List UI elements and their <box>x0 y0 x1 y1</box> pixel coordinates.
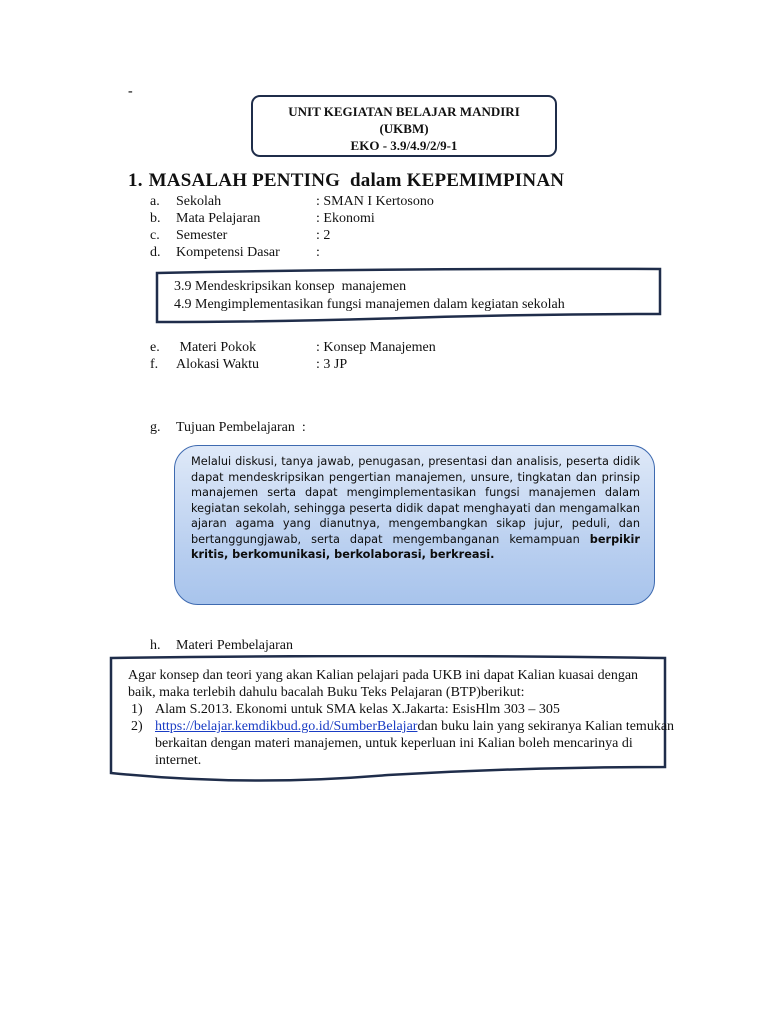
material-box <box>108 655 675 790</box>
info-label: Kompetensi Dasar <box>176 245 280 260</box>
info-letter: f. <box>150 357 159 372</box>
sumber-belajar-link[interactable]: https://belajar.kemdikbud.go.id/SumberBelajar <box>155 719 418 734</box>
info-row-competency <box>150 244 550 261</box>
info-row-subject <box>150 210 550 227</box>
info-value: : Ekonomi <box>316 211 375 226</box>
info-label: Materi Pokok <box>176 340 257 355</box>
info-label: Alokasi Waktu <box>176 357 259 372</box>
info-value: : <box>316 245 320 260</box>
section-title: MASALAH PENTING dalam KEPEMIMPINAN <box>148 170 565 191</box>
section-heading <box>128 170 564 192</box>
info-value: : SMAN I Kertosono <box>316 194 434 209</box>
header-line-3: EKO - 3.9/4.9/2/9-1 <box>350 138 458 153</box>
material-label: Materi Pembelajaran <box>176 638 294 653</box>
header-line-2: (UKBM) <box>379 121 429 136</box>
competency-line-2: 4.9 Mengimplementasikan fungsi manajemen dalam kegiatan sekolah <box>174 297 565 312</box>
info-value: : Konsep Manajemen <box>316 340 436 355</box>
info-row-semester <box>150 227 550 244</box>
header-line-1: UNIT KEGIATAN BELAJAR MANDIRI <box>288 104 520 119</box>
material-item-number: 2) <box>131 719 143 734</box>
material-letter: h. <box>150 638 161 653</box>
info-value: : 2 <box>316 228 331 243</box>
material-item-1 <box>128 701 688 718</box>
material-intro: Agar konsep dan teori yang akan Kalian pelajari pada UKB ini dapat Kalian kuasai dengan baik, maka terlebih dahulu bacalah Buku Teks Pelajaran (BTP)berikut: <box>128 668 639 700</box>
ukbm-header-box <box>251 95 557 157</box>
material-item-text: Alam S.2013. Ekonomi untuk SMA kelas X.Jakarta: EsisHlm 303 – 305 <box>155 702 560 717</box>
info-row-topic <box>150 339 550 356</box>
competency-text <box>174 278 565 314</box>
info-label: Sekolah <box>176 194 222 209</box>
goal-letter: g. <box>150 420 161 435</box>
info-value: : 3 JP <box>316 357 348 372</box>
info-letter: b. <box>150 211 161 226</box>
info-letter: a. <box>150 194 160 209</box>
info-label: Semester <box>176 228 228 243</box>
section-number: 1. <box>128 170 143 191</box>
identity-list-2 <box>150 339 550 373</box>
goal-text-bold: berpikir kritis, berkomunikasi, berkolaborasi, berkreasi. <box>191 532 640 561</box>
info-label: Mata Pelajaran <box>176 211 261 226</box>
material-item-text: dan buku lain yang sekiranya Kalian temukan berkaitan dengan materi manajemen, untuk keperluan ini Kalian boleh mencarinya di internet. <box>155 719 675 768</box>
goal-heading <box>150 419 550 436</box>
material-text <box>128 667 688 769</box>
info-letter: d. <box>150 245 161 260</box>
identity-list <box>150 193 550 261</box>
goal-label: Tujuan Pembelajaran : <box>176 420 306 435</box>
page-marker: - <box>128 84 133 99</box>
info-row-time <box>150 356 550 373</box>
material-heading <box>150 637 550 654</box>
learning-goal-box <box>174 445 655 605</box>
competency-line-1: 3.9 Mendeskripsikan konsep manajemen <box>174 279 407 294</box>
info-letter: e. <box>150 340 160 355</box>
material-item-number: 1) <box>131 702 143 717</box>
goal-text: Melalui diskusi, tanya jawab, penugasan, presentasi dan analisis, peserta didik dapat mendeskripsikan pengertian manajemen, unsure, tingkatan dan prinsip manajemen serta dapat mengimplementasikan fungsi manajemen dalam kegiatan sekolah, sehingga peserta didik dapat menghayati dan mengamalkan ajaran agama yang dianutnya, mengembangkan sikap jujur, peduli, dan bertanggungjawab, serta dapat mengembanganan kemampuan <box>191 455 640 546</box>
info-row-school <box>150 193 550 210</box>
info-letter: c. <box>150 228 160 243</box>
competency-box <box>154 266 664 328</box>
material-item-2 <box>128 718 680 769</box>
